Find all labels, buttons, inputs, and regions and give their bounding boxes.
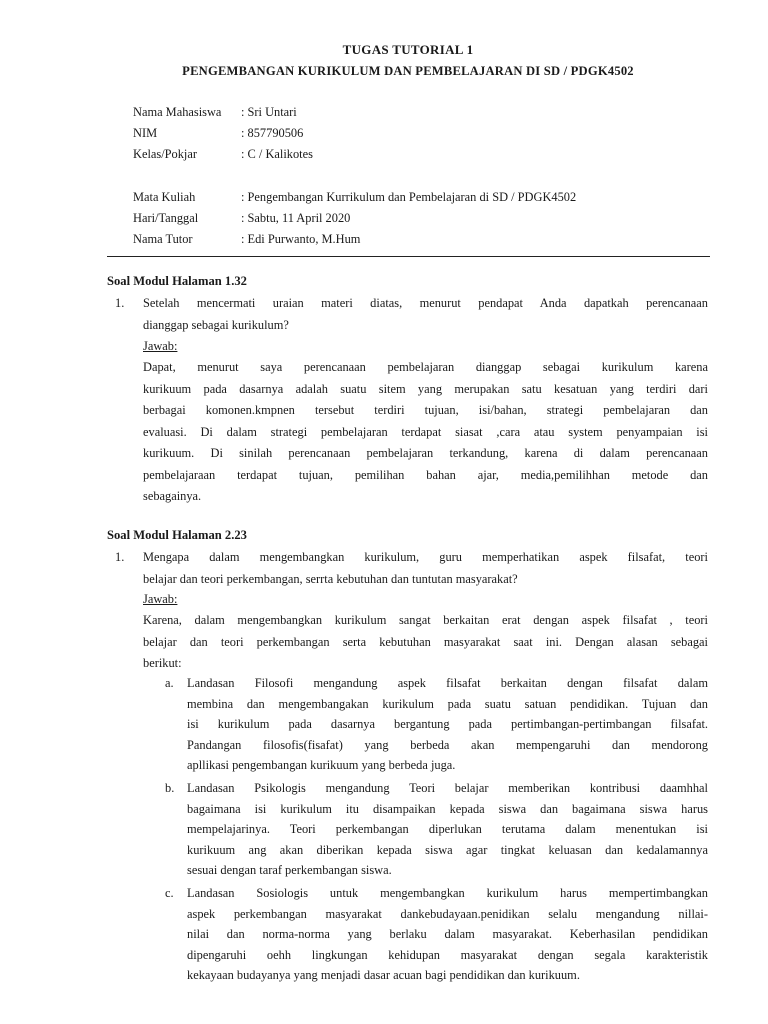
answer-line: Karena, dalam mengembangkan kurikulum sangat berkaitan erat dengan aspek filsafat , teori xyxy=(143,613,708,627)
answer-line: evaluasi. Di dalam strategi pembelajaran terdapat siasat ,cara atau system penyampaian isi xyxy=(143,424,708,439)
list-item-line: Landasan Psikologis mengandung Teori belajar memberikan kontribusi daamhhal xyxy=(187,781,708,795)
section-1-question xyxy=(143,293,708,336)
info-value: : C / Kalikotes xyxy=(241,147,313,161)
question-line: belajar dan teori perkembangan, serrta kebutuhan dan tuntutan masyarakat? xyxy=(143,571,518,586)
info-value: : Sri Untari xyxy=(241,105,297,119)
list-item-line: kekayaan budayanya yang menjadi dasar acuan bagi pendidikan dan kurikuum. xyxy=(187,968,580,983)
info-label: Hari/Tanggal xyxy=(133,211,199,225)
list-item-line: membina dan mengembangakan kurikulum pada suatu satuan pendidikan. Tujuan dan xyxy=(187,696,708,711)
list-item xyxy=(187,673,708,776)
question-number: 1. xyxy=(115,296,125,310)
question-line: Mengapa dalam mengembangkan kurikulum, guru memperhatikan aspek filsafat, teori xyxy=(143,550,708,564)
list-item-line: kurikuum ang akan diberikan kepada siswa agar tingkat keluasan dan kedalamannya xyxy=(187,842,708,857)
list-item xyxy=(187,883,708,986)
list-item-line: sesuai dengan taraf perkembangan siswa. xyxy=(187,863,392,878)
list-item-letter: c. xyxy=(165,886,174,900)
info-value: : Pengembangan Kurrikulum dan Pembelajaran di SD / PDGK4502 xyxy=(241,190,577,204)
list-item-line: nilai dan norma-norma yang berlaku dalam masyarakat. Keberhasilan pendidikan xyxy=(187,927,708,942)
section-2-answer xyxy=(143,610,708,675)
list-item-line: Pandangan filosofis(fisafat) yang berbeda akan mempengaruhi dan mendorong xyxy=(187,737,708,752)
list-item-line: bagaimana isi kurikulum itu disampaikan kepada siswa dan bagaimana siswa harus xyxy=(187,801,708,816)
answer-line: belajar dan teori perkembangan serta kebutuhan masyarakat saat ini. Dengan alasan sebagai xyxy=(143,634,708,649)
answer-line: sebagainya. xyxy=(143,489,202,503)
answer-line: pembelajaraan terdapat tujuan, pemilihan bahan ajar, media,pemilihhan metode dan xyxy=(143,467,708,482)
list-item-line: apllikasi pengembangan kurikuum yang berbeda juga. xyxy=(187,758,456,773)
question-line: dianggap sebagai kurikulum? xyxy=(143,317,289,332)
document-title: TUGAS TUTORIAL 1 xyxy=(342,42,474,57)
list-item-letter: a. xyxy=(165,676,174,690)
section-2-title: Soal Modul Halaman 2.23 xyxy=(107,528,247,542)
document-subtitle: PENGEMBANGAN KURIKULUM DAN PEMBELAJARAN DI SD / PDGK4502 xyxy=(182,64,634,78)
section-1-title: Soal Modul Halaman 1.32 xyxy=(107,274,247,288)
answer-line: Dapat, menurut saya perencanaan pembelajaran dianggap sebagai kurikulum karena xyxy=(143,360,708,374)
question-line: Setelah mencermati uraian materi diatas, menurut pendapat Anda dapatkah perencanaan xyxy=(143,296,708,310)
list-item xyxy=(187,778,708,881)
section-2-question xyxy=(143,547,708,590)
list-item-line: mempelajarinya. Teori perkembangan diperlukan terutama dalam menentukan isi xyxy=(187,822,708,837)
question-number: 1. xyxy=(115,550,125,564)
answer-line: kurikuum pada dasarnya adalah suatu sitem yang merupakan satu kesatuan yang terdiri dari xyxy=(143,381,708,396)
list-item-letter: b. xyxy=(165,781,175,795)
info-value: : 857790506 xyxy=(241,126,304,140)
section-1-answer xyxy=(143,357,708,508)
list-item-line: dipengaruhi oehh lingkungan kehidupan masyarakat dengan segala karakteristik xyxy=(187,947,708,962)
answer-line: kurikuum. Di sinilah perencanaan pembelajaran terkandung, karena di dalam perencanaan xyxy=(143,446,708,460)
info-label: Kelas/Pokjar xyxy=(133,147,198,161)
info-label: Nama Mahasiswa xyxy=(133,105,222,119)
info-label: NIM xyxy=(133,126,158,140)
answer-label: Jawab: xyxy=(143,592,178,606)
list-item-line: isi kurikulum pada dasarnya bergantung pada pertimbangan-pertimbangan filsafat. xyxy=(187,717,708,732)
info-label: Mata Kuliah xyxy=(133,190,196,204)
info-label: Nama Tutor xyxy=(133,232,193,246)
info-value: : Sabtu, 11 April 2020 xyxy=(241,211,351,225)
answer-label: Jawab: xyxy=(143,339,178,353)
list-item-line: Landasan Sosiologis untuk mengembangkan kurikulum harus mempertimbangkan xyxy=(187,886,708,900)
horizontal-divider xyxy=(107,256,710,257)
info-value: : Edi Purwanto, M.Hum xyxy=(241,232,361,246)
answer-line: berbagai komonen.kmpnen tersebut terdiri tujuan, isi/bahan, strategi pembelajaran dan xyxy=(143,403,708,417)
list-item-line: aspek perkembangan masyarakat dankebudayaan.penidikan selalu mengandung nillai- xyxy=(187,906,708,921)
list-item-line: Landasan Filosofi mengandung aspek filsafat berkaitan dengan filsafat dalam xyxy=(187,676,708,690)
answer-line: berikut: xyxy=(143,656,182,670)
